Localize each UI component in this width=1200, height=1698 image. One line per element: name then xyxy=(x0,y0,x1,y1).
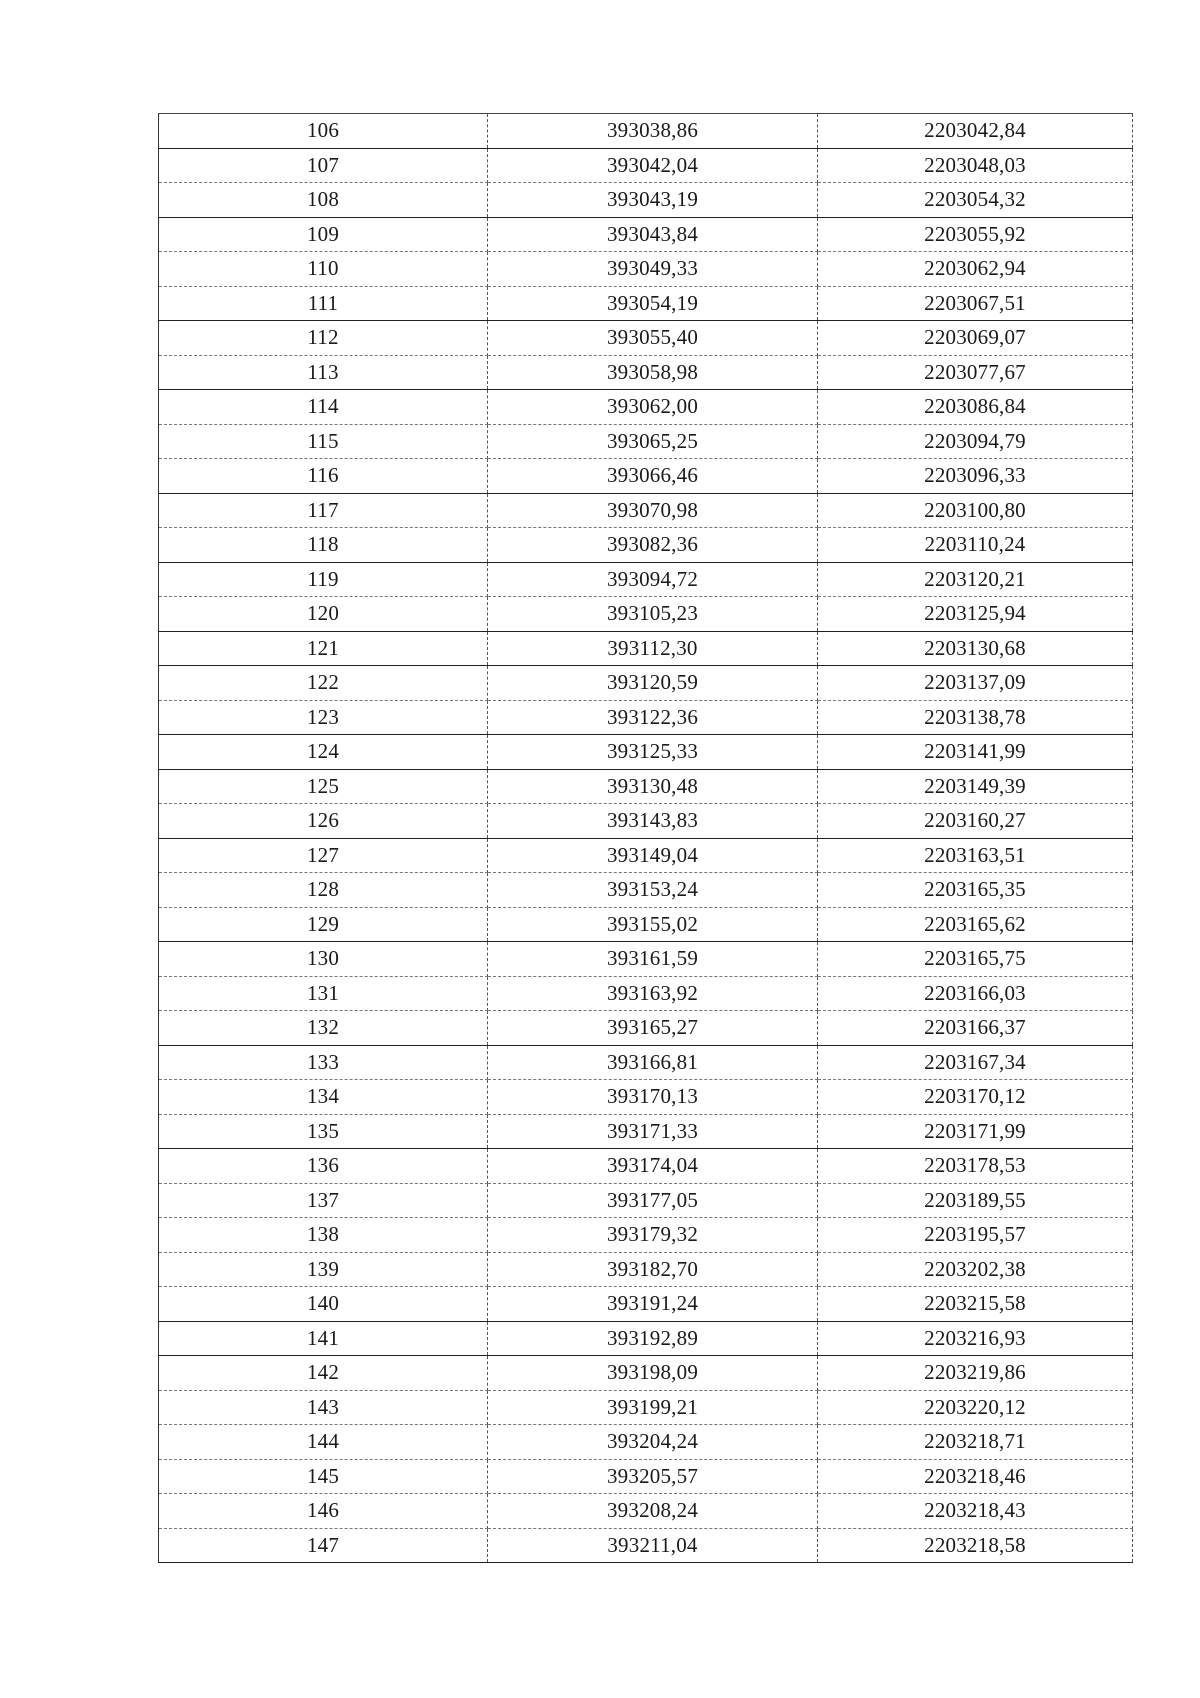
y-coordinate-cell: 2203055,92 xyxy=(818,217,1133,252)
y-coordinate-cell: 2203130,68 xyxy=(818,631,1133,666)
y-coordinate-cell: 2203219,86 xyxy=(818,1356,1133,1391)
point-number-cell: 125 xyxy=(159,769,488,804)
x-coordinate-cell: 393105,23 xyxy=(488,597,818,632)
x-coordinate-cell: 393066,46 xyxy=(488,459,818,494)
table-row xyxy=(159,562,1133,597)
point-number-cell: 122 xyxy=(159,666,488,701)
x-coordinate-cell: 393043,19 xyxy=(488,183,818,218)
y-coordinate-cell: 2203216,93 xyxy=(818,1321,1133,1356)
x-coordinate-cell: 393054,19 xyxy=(488,286,818,321)
table-row xyxy=(159,838,1133,873)
y-coordinate-cell: 2203062,94 xyxy=(818,252,1133,287)
x-coordinate-cell: 393211,04 xyxy=(488,1528,818,1563)
table-row xyxy=(159,976,1133,1011)
table-row xyxy=(159,148,1133,183)
x-coordinate-cell: 393205,57 xyxy=(488,1459,818,1494)
point-number-cell: 136 xyxy=(159,1149,488,1184)
x-coordinate-cell: 393165,27 xyxy=(488,1011,818,1046)
y-coordinate-cell: 2203218,46 xyxy=(818,1459,1133,1494)
x-coordinate-cell: 393177,05 xyxy=(488,1183,818,1218)
table-row xyxy=(159,1183,1133,1218)
coordinates-table-body xyxy=(159,114,1133,1563)
table-row xyxy=(159,321,1133,356)
point-number-cell: 142 xyxy=(159,1356,488,1391)
y-coordinate-cell: 2203096,33 xyxy=(818,459,1133,494)
y-coordinate-cell: 2203218,71 xyxy=(818,1425,1133,1460)
point-number-cell: 120 xyxy=(159,597,488,632)
table-row xyxy=(159,1149,1133,1184)
table-row xyxy=(159,1494,1133,1529)
x-coordinate-cell: 393204,24 xyxy=(488,1425,818,1460)
point-number-cell: 143 xyxy=(159,1390,488,1425)
point-number-cell: 109 xyxy=(159,217,488,252)
point-number-cell: 135 xyxy=(159,1114,488,1149)
x-coordinate-cell: 393182,70 xyxy=(488,1252,818,1287)
point-number-cell: 107 xyxy=(159,148,488,183)
x-coordinate-cell: 393198,09 xyxy=(488,1356,818,1391)
point-number-cell: 137 xyxy=(159,1183,488,1218)
table-row xyxy=(159,1321,1133,1356)
x-coordinate-cell: 393130,48 xyxy=(488,769,818,804)
table-row xyxy=(159,942,1133,977)
table-row xyxy=(159,700,1133,735)
x-coordinate-cell: 393179,32 xyxy=(488,1218,818,1253)
x-coordinate-cell: 393062,00 xyxy=(488,390,818,425)
table-row xyxy=(159,1528,1133,1563)
point-number-cell: 123 xyxy=(159,700,488,735)
x-coordinate-cell: 393208,24 xyxy=(488,1494,818,1529)
table-row xyxy=(159,1114,1133,1149)
table-row xyxy=(159,1218,1133,1253)
point-number-cell: 131 xyxy=(159,976,488,1011)
point-number-cell: 130 xyxy=(159,942,488,977)
y-coordinate-cell: 2203100,80 xyxy=(818,493,1133,528)
x-coordinate-cell: 393094,72 xyxy=(488,562,818,597)
x-coordinate-cell: 393170,13 xyxy=(488,1080,818,1115)
point-number-cell: 116 xyxy=(159,459,488,494)
x-coordinate-cell: 393120,59 xyxy=(488,666,818,701)
y-coordinate-cell: 2203215,58 xyxy=(818,1287,1133,1322)
point-number-cell: 144 xyxy=(159,1425,488,1460)
table-row xyxy=(159,390,1133,425)
table-row xyxy=(159,907,1133,942)
y-coordinate-cell: 2203166,37 xyxy=(818,1011,1133,1046)
table-row xyxy=(159,1011,1133,1046)
y-coordinate-cell: 2203110,24 xyxy=(818,528,1133,563)
x-coordinate-cell: 393153,24 xyxy=(488,873,818,908)
point-number-cell: 140 xyxy=(159,1287,488,1322)
y-coordinate-cell: 2203218,43 xyxy=(818,1494,1133,1529)
point-number-cell: 141 xyxy=(159,1321,488,1356)
x-coordinate-cell: 393112,30 xyxy=(488,631,818,666)
table-row xyxy=(159,1390,1133,1425)
point-number-cell: 146 xyxy=(159,1494,488,1529)
x-coordinate-cell: 393192,89 xyxy=(488,1321,818,1356)
x-coordinate-cell: 393166,81 xyxy=(488,1045,818,1080)
y-coordinate-cell: 2203165,75 xyxy=(818,942,1133,977)
y-coordinate-cell: 2203054,32 xyxy=(818,183,1133,218)
y-coordinate-cell: 2203160,27 xyxy=(818,804,1133,839)
y-coordinate-cell: 2203178,53 xyxy=(818,1149,1133,1184)
x-coordinate-cell: 393149,04 xyxy=(488,838,818,873)
point-number-cell: 134 xyxy=(159,1080,488,1115)
y-coordinate-cell: 2203165,62 xyxy=(818,907,1133,942)
x-coordinate-cell: 393038,86 xyxy=(488,114,818,149)
point-number-cell: 114 xyxy=(159,390,488,425)
x-coordinate-cell: 393065,25 xyxy=(488,424,818,459)
table-row xyxy=(159,183,1133,218)
y-coordinate-cell: 2203125,94 xyxy=(818,597,1133,632)
x-coordinate-cell: 393191,24 xyxy=(488,1287,818,1322)
point-number-cell: 124 xyxy=(159,735,488,770)
point-number-cell: 138 xyxy=(159,1218,488,1253)
y-coordinate-cell: 2203077,67 xyxy=(818,355,1133,390)
y-coordinate-cell: 2203163,51 xyxy=(818,838,1133,873)
x-coordinate-cell: 393055,40 xyxy=(488,321,818,356)
point-number-cell: 112 xyxy=(159,321,488,356)
x-coordinate-cell: 393082,36 xyxy=(488,528,818,563)
x-coordinate-cell: 393161,59 xyxy=(488,942,818,977)
x-coordinate-cell: 393043,84 xyxy=(488,217,818,252)
table-row xyxy=(159,1287,1133,1322)
y-coordinate-cell: 2203069,07 xyxy=(818,321,1133,356)
y-coordinate-cell: 2203042,84 xyxy=(818,114,1133,149)
x-coordinate-cell: 393174,04 xyxy=(488,1149,818,1184)
point-number-cell: 106 xyxy=(159,114,488,149)
point-number-cell: 139 xyxy=(159,1252,488,1287)
y-coordinate-cell: 2203120,21 xyxy=(818,562,1133,597)
table-row xyxy=(159,631,1133,666)
table-row xyxy=(159,114,1133,149)
x-coordinate-cell: 393122,36 xyxy=(488,700,818,735)
table-row xyxy=(159,1045,1133,1080)
y-coordinate-cell: 2203149,39 xyxy=(818,769,1133,804)
point-number-cell: 133 xyxy=(159,1045,488,1080)
x-coordinate-cell: 393155,02 xyxy=(488,907,818,942)
x-coordinate-cell: 393042,04 xyxy=(488,148,818,183)
point-number-cell: 108 xyxy=(159,183,488,218)
table-row xyxy=(159,528,1133,563)
table-row xyxy=(159,252,1133,287)
y-coordinate-cell: 2203166,03 xyxy=(818,976,1133,1011)
table-row xyxy=(159,735,1133,770)
y-coordinate-cell: 2203138,78 xyxy=(818,700,1133,735)
x-coordinate-cell: 393049,33 xyxy=(488,252,818,287)
y-coordinate-cell: 2203167,34 xyxy=(818,1045,1133,1080)
x-coordinate-cell: 393163,92 xyxy=(488,976,818,1011)
point-number-cell: 110 xyxy=(159,252,488,287)
table-row xyxy=(159,873,1133,908)
y-coordinate-cell: 2203137,09 xyxy=(818,666,1133,701)
table-row xyxy=(159,1425,1133,1460)
y-coordinate-cell: 2203086,84 xyxy=(818,390,1133,425)
point-number-cell: 145 xyxy=(159,1459,488,1494)
y-coordinate-cell: 2203048,03 xyxy=(818,148,1133,183)
table-row xyxy=(159,1356,1133,1391)
table-row xyxy=(159,424,1133,459)
x-coordinate-cell: 393125,33 xyxy=(488,735,818,770)
y-coordinate-cell: 2203094,79 xyxy=(818,424,1133,459)
point-number-cell: 118 xyxy=(159,528,488,563)
point-number-cell: 113 xyxy=(159,355,488,390)
table-row xyxy=(159,1080,1133,1115)
point-number-cell: 111 xyxy=(159,286,488,321)
x-coordinate-cell: 393058,98 xyxy=(488,355,818,390)
y-coordinate-cell: 2203195,57 xyxy=(818,1218,1133,1253)
point-number-cell: 129 xyxy=(159,907,488,942)
point-number-cell: 128 xyxy=(159,873,488,908)
x-coordinate-cell: 393171,33 xyxy=(488,1114,818,1149)
y-coordinate-cell: 2203170,12 xyxy=(818,1080,1133,1115)
y-coordinate-cell: 2203171,99 xyxy=(818,1114,1133,1149)
coordinates-table xyxy=(158,113,1133,1563)
x-coordinate-cell: 393199,21 xyxy=(488,1390,818,1425)
y-coordinate-cell: 2203220,12 xyxy=(818,1390,1133,1425)
y-coordinate-cell: 2203165,35 xyxy=(818,873,1133,908)
y-coordinate-cell: 2203141,99 xyxy=(818,735,1133,770)
table-row xyxy=(159,1252,1133,1287)
y-coordinate-cell: 2203189,55 xyxy=(818,1183,1133,1218)
point-number-cell: 115 xyxy=(159,424,488,459)
point-number-cell: 147 xyxy=(159,1528,488,1563)
point-number-cell: 121 xyxy=(159,631,488,666)
point-number-cell: 119 xyxy=(159,562,488,597)
point-number-cell: 117 xyxy=(159,493,488,528)
table-row xyxy=(159,666,1133,701)
point-number-cell: 132 xyxy=(159,1011,488,1046)
table-row xyxy=(159,769,1133,804)
table-row xyxy=(159,286,1133,321)
table-row xyxy=(159,804,1133,839)
table-row xyxy=(159,493,1133,528)
y-coordinate-cell: 2203218,58 xyxy=(818,1528,1133,1563)
point-number-cell: 126 xyxy=(159,804,488,839)
x-coordinate-cell: 393070,98 xyxy=(488,493,818,528)
table-row xyxy=(159,597,1133,632)
x-coordinate-cell: 393143,83 xyxy=(488,804,818,839)
point-number-cell: 127 xyxy=(159,838,488,873)
y-coordinate-cell: 2203067,51 xyxy=(818,286,1133,321)
table-row xyxy=(159,355,1133,390)
y-coordinate-cell: 2203202,38 xyxy=(818,1252,1133,1287)
table-row xyxy=(159,217,1133,252)
table-row xyxy=(159,459,1133,494)
table-row xyxy=(159,1459,1133,1494)
